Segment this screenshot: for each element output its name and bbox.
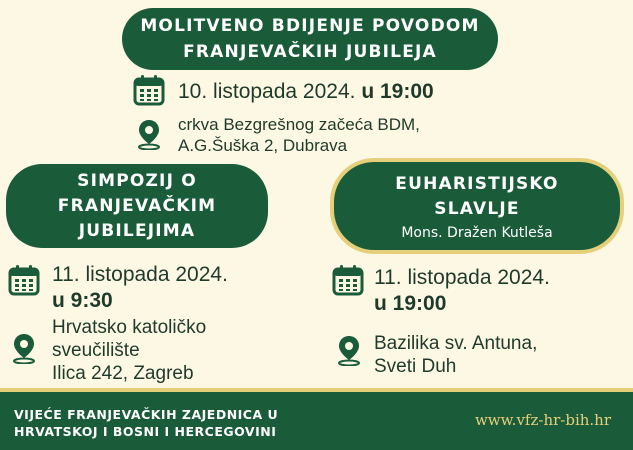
right-event-date: 11. listopada 2024. bbox=[374, 266, 550, 289]
right-event-title-line2: SLAVLJE bbox=[434, 198, 520, 219]
right-event-time: u 19:00 bbox=[374, 292, 447, 315]
top-event-time: u 19:00 bbox=[361, 80, 434, 103]
top-event-title-line2: FRANJEVAČKIH JUBILEJA bbox=[183, 42, 437, 62]
right-event-title-line1: EUHARISTIJSKO bbox=[395, 173, 559, 194]
left-event-date-time bbox=[52, 262, 228, 314]
right-event-location bbox=[374, 332, 537, 378]
left-event-title bbox=[6, 164, 268, 248]
left-event-date: 11. listopada 2024. bbox=[52, 263, 228, 286]
right-event-location-line1: Bazilika sv. Antuna, bbox=[374, 333, 538, 354]
right-event-title bbox=[334, 162, 620, 250]
left-event-location bbox=[52, 316, 206, 385]
top-event-location-line1: crkva Bezgrešnog začeća BDM, bbox=[178, 115, 420, 134]
calendar-icon bbox=[8, 264, 40, 296]
top-event-location-line2: A.G.Šuška 2, Dubrava bbox=[178, 136, 348, 155]
calendar-icon bbox=[133, 74, 165, 106]
top-event-location bbox=[178, 114, 420, 156]
calendar-icon bbox=[332, 264, 364, 296]
top-event-title-line1: MOLITVENO BDIJENJE POVODOM bbox=[140, 16, 480, 36]
left-event-title-line1: SIMPOZIJ O bbox=[77, 170, 197, 191]
left-event-location-line2: sveučilište bbox=[52, 340, 140, 361]
left-event-title-line2: FRANJEVAČKIM bbox=[57, 195, 217, 216]
left-event-location-line1: Hrvatsko katoličko bbox=[52, 317, 207, 338]
top-event-date: 10. listopada 2024. bbox=[178, 80, 356, 103]
right-event-date-time bbox=[374, 265, 550, 317]
footer-org-line2: HRVATSKOJ I BOSNI I HERCEGOVINI bbox=[14, 424, 277, 439]
right-event-subtitle: Mons. Dražen Kutleša bbox=[401, 224, 553, 241]
left-event-title-line3: JUBILEJIMA bbox=[78, 220, 196, 241]
left-event-location-line3: Ilica 242, Zagreb bbox=[52, 363, 194, 384]
left-event-time: u 9:30 bbox=[52, 289, 113, 312]
footer bbox=[0, 388, 633, 450]
footer-org-line1: VIJEĆE FRANJEVAČKIH ZAJEDNICA U bbox=[14, 407, 279, 422]
map-pin-icon bbox=[336, 334, 362, 366]
top-event-date-time bbox=[178, 80, 434, 104]
footer-website-link[interactable]: www.vfz-hr-bih.hr bbox=[474, 411, 611, 429]
footer-organization bbox=[14, 406, 278, 440]
right-event-location-line2: Sveti Duh bbox=[374, 356, 457, 377]
map-pin-icon bbox=[136, 118, 162, 150]
map-pin-icon bbox=[11, 332, 37, 364]
top-event-title bbox=[122, 8, 498, 70]
